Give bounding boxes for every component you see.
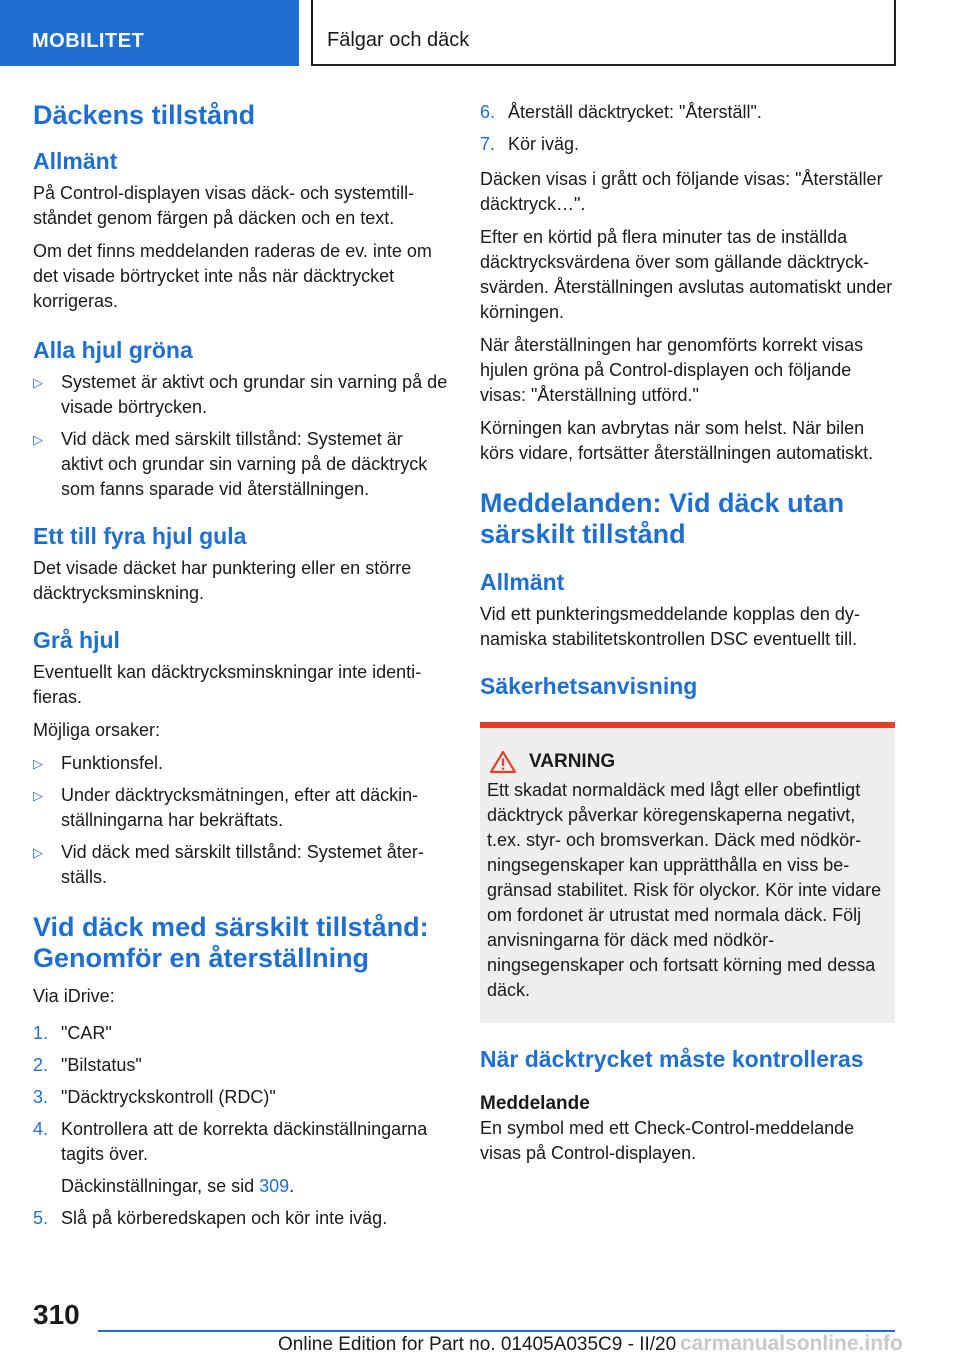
paragraph: Om det finns meddelanden raderas de ev. inte om det visade börtrycket inte nås när däcktrycket korrigeras. — [33, 241, 432, 311]
paragraph: Däcken visas i grått och följande visas: "Återställer däcktryck…". — [480, 169, 883, 214]
triangle-bullet-icon: ▷ — [33, 756, 43, 771]
edition-footer: Online Edition for Part no. 01405A035C9 - II/20 — [278, 1334, 677, 1355]
paragraph: Efter en körtid på flera minuter tas de inställda däcktrycksvärdena över som gällande däcktrycksvärden. Återställningen avslutas automatiskt under körningen. — [480, 227, 893, 322]
paragraph: Eventuellt kan däcktrycksminskningar inte identifieras. — [33, 662, 422, 707]
bullet-list — [33, 370, 448, 502]
paragraph: Via iDrive: — [33, 986, 115, 1006]
triangle-bullet-icon: ▷ — [33, 432, 43, 447]
heading-all-green: Alla hjul gröna — [33, 337, 193, 363]
step-item: 2. "Bilstatus" — [33, 1055, 142, 1075]
triangle-bullet-icon: ▷ — [33, 845, 43, 860]
heading-general: Allmänt — [480, 569, 565, 595]
page-reference-link[interactable]: 309 — [259, 1176, 290, 1196]
paragraph: Körningen kan avbrytas när som helst. När bilen körs vidare, fortsätter återställningen automatiskt. — [480, 418, 874, 463]
warning-header — [487, 750, 887, 774]
numbered-steps — [33, 1021, 448, 1231]
step-item: 7. Kör iväg. — [480, 134, 580, 154]
step-item: 3. "Däcktryckskontroll (RDC)" — [33, 1087, 276, 1107]
paragraph: Det visade däcket har punktering eller en större däcktrycksminskning. — [33, 558, 412, 603]
heading-check-pressure: När däcktrycket måste kontrolleras — [480, 1046, 864, 1072]
step-item: 1. "CAR" — [33, 1023, 112, 1043]
list-item: ▷ Vid däck med särskilt tillstånd: Systemet återställs. — [33, 842, 424, 887]
triangle-bullet-icon: ▷ — [33, 375, 43, 390]
paragraph: En symbol med ett Check-Control-meddelande visas på Control-displayen. — [480, 1118, 855, 1163]
heading-safety: Säkerhetsanvisning — [480, 673, 698, 699]
heading-message: Meddelande — [480, 1093, 590, 1114]
page-number: 310 — [33, 1299, 80, 1330]
chapter-tab: Fälgar och däck — [311, 0, 896, 66]
heading-general: Allmänt — [33, 148, 118, 174]
warning-text: Ett skadat normaldäck med lågt eller obefintligt däcktryck påverkar köregenskaperna negativt, t.ex. styr- och bromsverkan. Däck med nödkörningsegenskaper kan upprätthålla en viss begränsad stabilitet. Risk för olyckor. Kör inte vidare om fordonet är utrustat med normala däck. Följ anvisningarna för däck med nödkörningsegenskaper och fortsatt körning med dessa däck. — [487, 780, 882, 1000]
list-item: ▷ Under däcktrycksmätningen, efter att däckinställningarna har bekräftats. — [33, 785, 419, 830]
page-header — [0, 0, 960, 66]
left-column — [33, 100, 448, 1241]
paragraph: På Control-displayen visas däck- och systemtillståndet genom färgen på däcken och en text. — [33, 183, 415, 228]
paragraph: Möjliga orsaker: — [33, 720, 161, 740]
list-item: ▷ Funktionsfel. — [33, 751, 448, 776]
bullet-list — [33, 751, 448, 890]
section-title-messages: Meddelanden: Vid däck utan särskilt tillstånd — [480, 488, 845, 549]
step-item: 5. Slå på körberedskapen och kör inte iväg. — [33, 1208, 388, 1228]
list-item: ▷ Systemet är aktivt och grundar sin varning på de visade börtrycken. — [33, 372, 448, 417]
step-note: Däckinställningar, se sid 309. — [61, 1176, 295, 1196]
warning-triangle-icon — [489, 750, 517, 774]
warning-label: VARNING — [529, 751, 616, 772]
triangle-bullet-icon: ▷ — [33, 788, 43, 803]
section-title-tire-status: Däckens tillstånd — [33, 100, 256, 130]
list-item: ▷ Vid däck med särskilt tillstånd: Systemet är aktivt och grundar sin varning på de däcktryck som fanns sparade vid återställningen. — [33, 429, 428, 499]
step-item: 6. Återställ däcktrycket: "Återställ". — [480, 102, 762, 122]
paragraph: Vid ett punkteringsmeddelande kopplas den dynamiska stabilitetskontrollen DSC eventuellt till. — [480, 604, 860, 649]
warning-box — [480, 722, 895, 1023]
heading-grey: Grå hjul — [33, 627, 120, 653]
step-item: 4. Kontrollera att de korrekta däckinställningarna tagits över. Däckinställningar, se sid 309. — [33, 1117, 448, 1199]
heading-yellow: Ett till fyra hjul gula — [33, 523, 247, 549]
numbered-steps — [480, 100, 895, 157]
watermark: carmanualsonline.info — [680, 1332, 903, 1355]
section-tab: MOBILITET — [0, 0, 299, 66]
section-title-reset: Vid däck med särskilt tillstånd: Genomför en återställning — [33, 912, 429, 973]
paragraph: När återställningen har genomförts korrekt visas hjulen gröna på Control-displayen och följande visas: "Återställning utförd." — [480, 335, 864, 405]
right-column — [480, 100, 895, 1174]
